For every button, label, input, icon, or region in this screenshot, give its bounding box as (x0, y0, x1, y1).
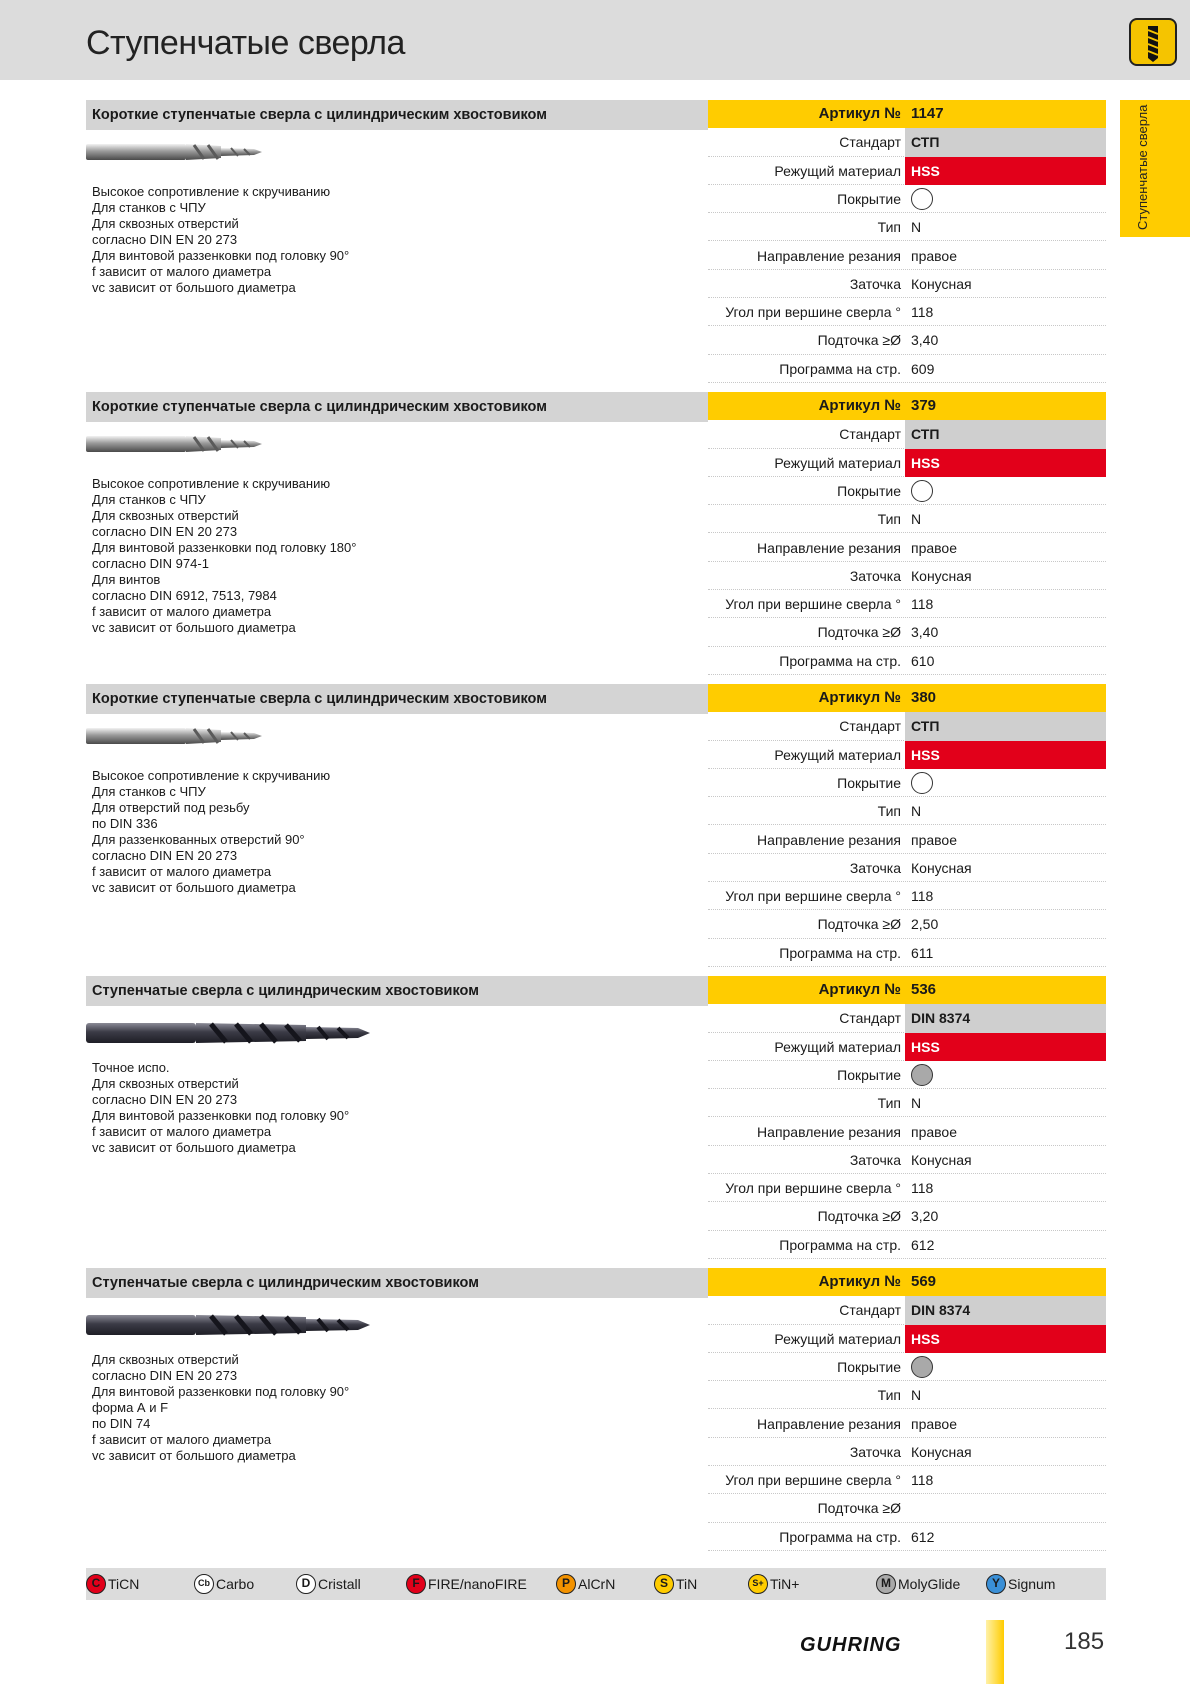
legend-label: Cristall (318, 1576, 361, 1592)
spec-row-coating (708, 477, 1106, 505)
spec-row-grind (708, 1146, 1106, 1174)
spec-row-predrill (708, 618, 1106, 646)
spec-row-predrill (708, 1202, 1106, 1230)
product-notes (92, 1060, 682, 1156)
spec-value-standard: DIN 8374 (905, 1296, 1106, 1324)
spec-label: Стандарт (839, 718, 901, 735)
spec-row-article (708, 392, 1106, 420)
spec-label: Угол при вершине сверла ° (725, 304, 901, 321)
legend-label: TiN+ (770, 1576, 800, 1592)
spec-value-article[interactable]: 379 (911, 397, 937, 414)
spec-row-grind (708, 1438, 1106, 1466)
product-section (86, 684, 1106, 974)
spec-label: Программа на стр. (779, 360, 901, 377)
note-line: f зависит от малого диаметра (92, 264, 272, 279)
spec-label: Режущий материал (774, 1330, 901, 1347)
note-line: f зависит от малого диаметра (92, 1432, 272, 1447)
spec-row-point-angle (708, 298, 1106, 326)
note-line: Для станков с ЧПУ (92, 492, 206, 507)
spec-row-cut-direction (708, 826, 1106, 854)
spec-value-grind: Конусная (911, 275, 972, 292)
coating-indicator (905, 477, 1106, 505)
product-notes (92, 184, 682, 296)
legend-item (876, 1568, 960, 1600)
note-line: Для отверстий под резьбу (92, 800, 250, 815)
spec-value-material: HSS (905, 449, 1106, 477)
spec-row-grind (708, 854, 1106, 882)
section-title: Ступенчатые сверла с цилиндрическим хвостовиком (86, 976, 708, 1006)
brand-logo: GUHRING (800, 1634, 902, 1656)
spec-label: Программа на стр. (779, 1236, 901, 1253)
spec-value-article[interactable]: 380 (911, 689, 937, 706)
spec-value-grind: Конусная (911, 1443, 972, 1460)
spec-row-material (708, 157, 1106, 185)
spec-value-type: N (911, 1387, 922, 1404)
spec-row-type (708, 213, 1106, 241)
legend-item (654, 1568, 697, 1600)
spec-row-cut-direction (708, 1118, 1106, 1146)
spec-row-cut-direction (708, 242, 1106, 270)
spec-row-standard (708, 1296, 1106, 1324)
spec-label: Стандарт (839, 1302, 901, 1319)
note-line: Для раззенкованных отверстий 90° (92, 832, 305, 847)
spec-value-type: N (911, 219, 922, 236)
spec-row-coating (708, 185, 1106, 213)
note-line: Точное испо. (92, 1060, 170, 1075)
spec-row-program-page (708, 1523, 1106, 1551)
spec-label: Артикул № (818, 981, 901, 998)
legend-item (194, 1568, 254, 1600)
spec-value-standard: СТП (905, 712, 1106, 740)
spec-label: Угол при вершине сверла ° (725, 596, 901, 613)
note-line: Высокое сопротивление к скручиванию (92, 768, 331, 783)
note-line: Для винтов (92, 572, 161, 587)
spec-value-program-page[interactable]: 611 (911, 944, 934, 961)
spec-label: Покрытие (837, 482, 901, 499)
spec-value-predrill: 3,20 (911, 1208, 939, 1225)
section-title: Короткие ступенчатые сверла с цилиндрическим хвостовиком (86, 684, 708, 714)
note-line: vc зависит от большого диаметра (92, 1448, 296, 1463)
note-line: Для винтовой раззенковки под головку 90° (92, 1108, 350, 1123)
spec-value-grind: Конусная (911, 567, 972, 584)
note-line: по DIN 74 (92, 1416, 151, 1431)
spec-label: Тип (877, 511, 901, 528)
note-line: Для сквозных отверстий (92, 1076, 239, 1091)
spec-value-point-angle: 118 (911, 1180, 934, 1197)
coating-bright-icon (911, 480, 933, 502)
coating-indicator (905, 185, 1106, 213)
spec-label: Тип (877, 219, 901, 236)
spec-row-point-angle (708, 590, 1106, 618)
spec-value-material: HSS (905, 1325, 1106, 1353)
spec-row-standard (708, 128, 1106, 156)
spec-label: Направление резания (757, 1415, 901, 1432)
spec-value-predrill: 2,50 (911, 916, 939, 933)
section-title: Короткие ступенчатые сверла с цилиндрическим хвостовиком (86, 100, 708, 130)
legend-label: TiN (676, 1576, 698, 1592)
spec-row-article (708, 1268, 1106, 1296)
spec-row-standard (708, 420, 1106, 448)
legend-label: Signum (1008, 1576, 1056, 1592)
note-line: Для станков с ЧПУ (92, 784, 206, 799)
spec-row-program-page (708, 1231, 1106, 1259)
spec-value-article[interactable]: 1147 (911, 105, 944, 122)
spec-row-type (708, 1381, 1106, 1409)
spec-label: Стандарт (839, 426, 901, 443)
spec-row-program-page (708, 647, 1106, 675)
spec-label: Артикул № (818, 1273, 901, 1290)
long-step-drill-dark-icon (86, 1308, 376, 1347)
product-section (86, 976, 1106, 1266)
spec-row-point-angle (708, 882, 1106, 910)
note-line: согласно DIN 974-1 (92, 556, 209, 571)
spec-value-type: N (911, 511, 922, 528)
note-line: f зависит от малого диаметра (92, 1124, 272, 1139)
spec-label: Направление резания (757, 247, 901, 264)
spec-label: Стандарт (839, 1010, 901, 1027)
drill-category-icon (1129, 18, 1177, 66)
legend-label: TiCN (108, 1576, 140, 1592)
note-line: согласно DIN EN 20 273 (92, 1092, 238, 1107)
spec-label: Тип (877, 1095, 901, 1112)
section-title: Короткие ступенчатые сверла с цилиндрическим хвостовиком (86, 392, 708, 422)
spec-row-article (708, 976, 1106, 1004)
spec-label: Подточка ≥Ø (817, 916, 901, 933)
spec-row-coating (708, 1353, 1106, 1381)
spec-value-article[interactable]: 536 (911, 981, 937, 998)
product-section (86, 1268, 1106, 1558)
spec-label: Подточка ≥Ø (817, 1208, 901, 1225)
spec-value-cut-direction: правое (911, 831, 958, 848)
spec-label: Заточка (849, 1443, 901, 1460)
coating-fire-nanofire-icon: F (406, 1574, 426, 1594)
spec-row-grind (708, 562, 1106, 590)
spec-value-point-angle: 118 (911, 888, 934, 905)
spec-value-program-page[interactable]: 609 (911, 360, 935, 377)
short-step-drill-bright-icon (86, 724, 266, 753)
note-line: Для винтовой раззенковки под головку 180° (92, 540, 357, 555)
spec-row-coating (708, 769, 1106, 797)
spec-value-point-angle: 118 (911, 1472, 934, 1489)
spec-label: Подточка ≥Ø (817, 332, 901, 349)
spec-row-article (708, 684, 1106, 712)
spec-value-material: HSS (905, 1033, 1106, 1061)
spec-label: Подточка ≥Ø (817, 624, 901, 641)
legend-item (86, 1568, 139, 1600)
spec-value-program-page[interactable]: 612 (911, 1236, 935, 1253)
coating-carbo-icon: Cb (194, 1574, 214, 1594)
note-line: Для сквозных отверстий (92, 508, 239, 523)
spec-label: Заточка (849, 859, 901, 876)
coating-indicator (905, 1061, 1106, 1089)
note-line: Высокое сопротивление к скручиванию (92, 476, 331, 491)
spec-label: Подточка ≥Ø (817, 1500, 901, 1517)
spec-row-material (708, 1325, 1106, 1353)
note-line: f зависит от малого диаметра (92, 604, 272, 619)
legend-label: Carbo (216, 1576, 255, 1592)
coating-bright-icon (911, 772, 933, 794)
spec-value-type: N (911, 1095, 922, 1112)
spec-label: Режущий материал (774, 1038, 901, 1055)
coating-molyglide-icon: M (876, 1574, 896, 1594)
coating-signum-icon: Y (986, 1574, 1006, 1594)
side-tab-label: Ступенчатые сверла (1135, 104, 1150, 230)
short-step-drill-bright-icon (86, 432, 266, 461)
legend-label: MolyGlide (898, 1576, 961, 1592)
coating-steam-icon (911, 1064, 933, 1086)
spec-row-type (708, 1089, 1106, 1117)
spec-label: Артикул № (818, 105, 901, 122)
short-step-drill-bright-icon (86, 140, 266, 169)
coating-tin--icon: S+ (748, 1574, 768, 1594)
product-notes (92, 1352, 682, 1464)
spec-row-type (708, 505, 1106, 533)
spec-row-standard (708, 712, 1106, 740)
note-line: Для станков с ЧПУ (92, 200, 206, 215)
spec-label: Угол при вершине сверла ° (725, 888, 901, 905)
spec-row-material (708, 1033, 1106, 1061)
spec-value-material: HSS (905, 157, 1106, 185)
product-notes (92, 476, 682, 636)
spec-value-cut-direction: правое (911, 247, 958, 264)
spec-row-point-angle (708, 1174, 1106, 1202)
spec-label: Программа на стр. (779, 652, 901, 669)
note-line: vc зависит от большого диаметра (92, 620, 296, 635)
long-step-drill-dark-icon (86, 1016, 376, 1055)
note-line: Для сквозных отверстий (92, 216, 239, 231)
spec-value-program-page[interactable]: 612 (911, 1528, 935, 1545)
product-section (86, 392, 1106, 682)
spec-value-cut-direction: правое (911, 539, 958, 556)
spec-value-predrill: 3,40 (911, 624, 939, 641)
spec-label: Направление резания (757, 831, 901, 848)
spec-value-point-angle: 118 (911, 304, 934, 321)
spec-row-predrill (708, 910, 1106, 938)
note-line: f зависит от малого диаметра (92, 864, 272, 879)
note-line: Для винтовой раззенковки под головку 90° (92, 248, 350, 263)
spec-value-predrill: 3,40 (911, 332, 939, 349)
spec-row-program-page (708, 355, 1106, 383)
spec-label: Программа на стр. (779, 944, 901, 961)
legend-label: FIRE/nanoFIRE (428, 1576, 527, 1592)
spec-value-cut-direction: правое (911, 1415, 958, 1432)
spec-value-standard: DIN 8374 (905, 1004, 1106, 1032)
spec-value-program-page[interactable]: 610 (911, 652, 935, 669)
spec-row-coating (708, 1061, 1106, 1089)
spec-label: Программа на стр. (779, 1528, 901, 1545)
legend-item (296, 1568, 361, 1600)
spec-value-cut-direction: правое (911, 1123, 958, 1140)
spec-row-predrill (708, 326, 1106, 354)
spec-row-standard (708, 1004, 1106, 1032)
product-notes (92, 768, 682, 896)
spec-label: Покрытие (837, 190, 901, 207)
spec-row-cut-direction (708, 1410, 1106, 1438)
spec-label: Режущий материал (774, 162, 901, 179)
spec-label: Заточка (849, 275, 901, 292)
coating-indicator (905, 769, 1106, 797)
page-number: 185 (1064, 1628, 1105, 1655)
legend-item (748, 1568, 799, 1600)
coating-legend (86, 1568, 1106, 1600)
spec-label: Артикул № (818, 397, 901, 414)
note-line: согласно DIN EN 20 273 (92, 1368, 238, 1383)
spec-value-article[interactable]: 569 (911, 1273, 937, 1290)
spec-label: Тип (877, 803, 901, 820)
spec-label: Режущий материал (774, 746, 901, 763)
spec-label: Направление резания (757, 1123, 901, 1140)
coating-alcrn-icon: P (556, 1574, 576, 1594)
note-line: согласно DIN EN 20 273 (92, 848, 238, 863)
note-line: vc зависит от большого диаметра (92, 1140, 296, 1155)
coating-tin-icon: S (654, 1574, 674, 1594)
legend-item (986, 1568, 1055, 1600)
section-title: Ступенчатые сверла с цилиндрическим хвостовиком (86, 1268, 708, 1298)
spec-row-point-angle (708, 1466, 1106, 1494)
note-line: vc зависит от большого диаметра (92, 280, 296, 295)
spec-row-article (708, 100, 1106, 128)
spec-label: Покрытие (837, 1358, 901, 1375)
spec-label: Покрытие (837, 1066, 901, 1083)
product-section (86, 100, 1106, 390)
spec-value-point-angle: 118 (911, 596, 934, 613)
spec-row-material (708, 741, 1106, 769)
footer-stripe (986, 1620, 1004, 1684)
spec-label: Артикул № (818, 689, 901, 706)
legend-label: AlCrN (578, 1576, 616, 1592)
spec-row-predrill (708, 1494, 1106, 1522)
note-line: Для сквозных отверстий (92, 1352, 239, 1367)
coating-steam-icon (911, 1356, 933, 1378)
spec-label: Режущий материал (774, 454, 901, 471)
note-line: согласно DIN EN 20 273 (92, 232, 238, 247)
coating-cristall-icon: D (296, 1574, 316, 1594)
spec-label: Покрытие (837, 774, 901, 791)
spec-row-program-page (708, 939, 1106, 967)
coating-bright-icon (911, 188, 933, 210)
spec-row-grind (708, 270, 1106, 298)
spec-label: Направление резания (757, 539, 901, 556)
spec-row-type (708, 797, 1106, 825)
spec-label: Заточка (849, 1151, 901, 1168)
spec-value-standard: СТП (905, 420, 1106, 448)
note-line: vc зависит от большого диаметра (92, 880, 296, 895)
spec-value-type: N (911, 803, 922, 820)
spec-label: Заточка (849, 567, 901, 584)
spec-label: Угол при вершине сверла ° (725, 1472, 901, 1489)
note-line: согласно DIN EN 20 273 (92, 524, 238, 539)
spec-row-material (708, 449, 1106, 477)
spec-label: Угол при вершине сверла ° (725, 1180, 901, 1197)
note-line: Для винтовой раззенковки под головку 90° (92, 1384, 350, 1399)
note-line: форма А и F (92, 1400, 169, 1415)
spec-value-grind: Конусная (911, 859, 972, 876)
spec-value-material: HSS (905, 741, 1106, 769)
spec-value-predrill (905, 1494, 1106, 1522)
page-title: Ступенчатые сверла (86, 24, 405, 62)
legend-item (556, 1568, 615, 1600)
spec-label: Стандарт (839, 134, 901, 151)
legend-item (406, 1568, 527, 1600)
note-line: Высокое сопротивление к скручиванию (92, 184, 331, 199)
spec-value-standard: СТП (905, 128, 1106, 156)
coating-ticn-icon: C (86, 1574, 106, 1594)
side-tab[interactable] (1120, 100, 1190, 237)
spec-row-cut-direction (708, 534, 1106, 562)
spec-label: Тип (877, 1387, 901, 1404)
coating-indicator (905, 1353, 1106, 1381)
spec-value-grind: Конусная (911, 1151, 972, 1168)
note-line: по DIN 336 (92, 816, 158, 831)
note-line: согласно DIN 6912, 7513, 7984 (92, 588, 277, 603)
